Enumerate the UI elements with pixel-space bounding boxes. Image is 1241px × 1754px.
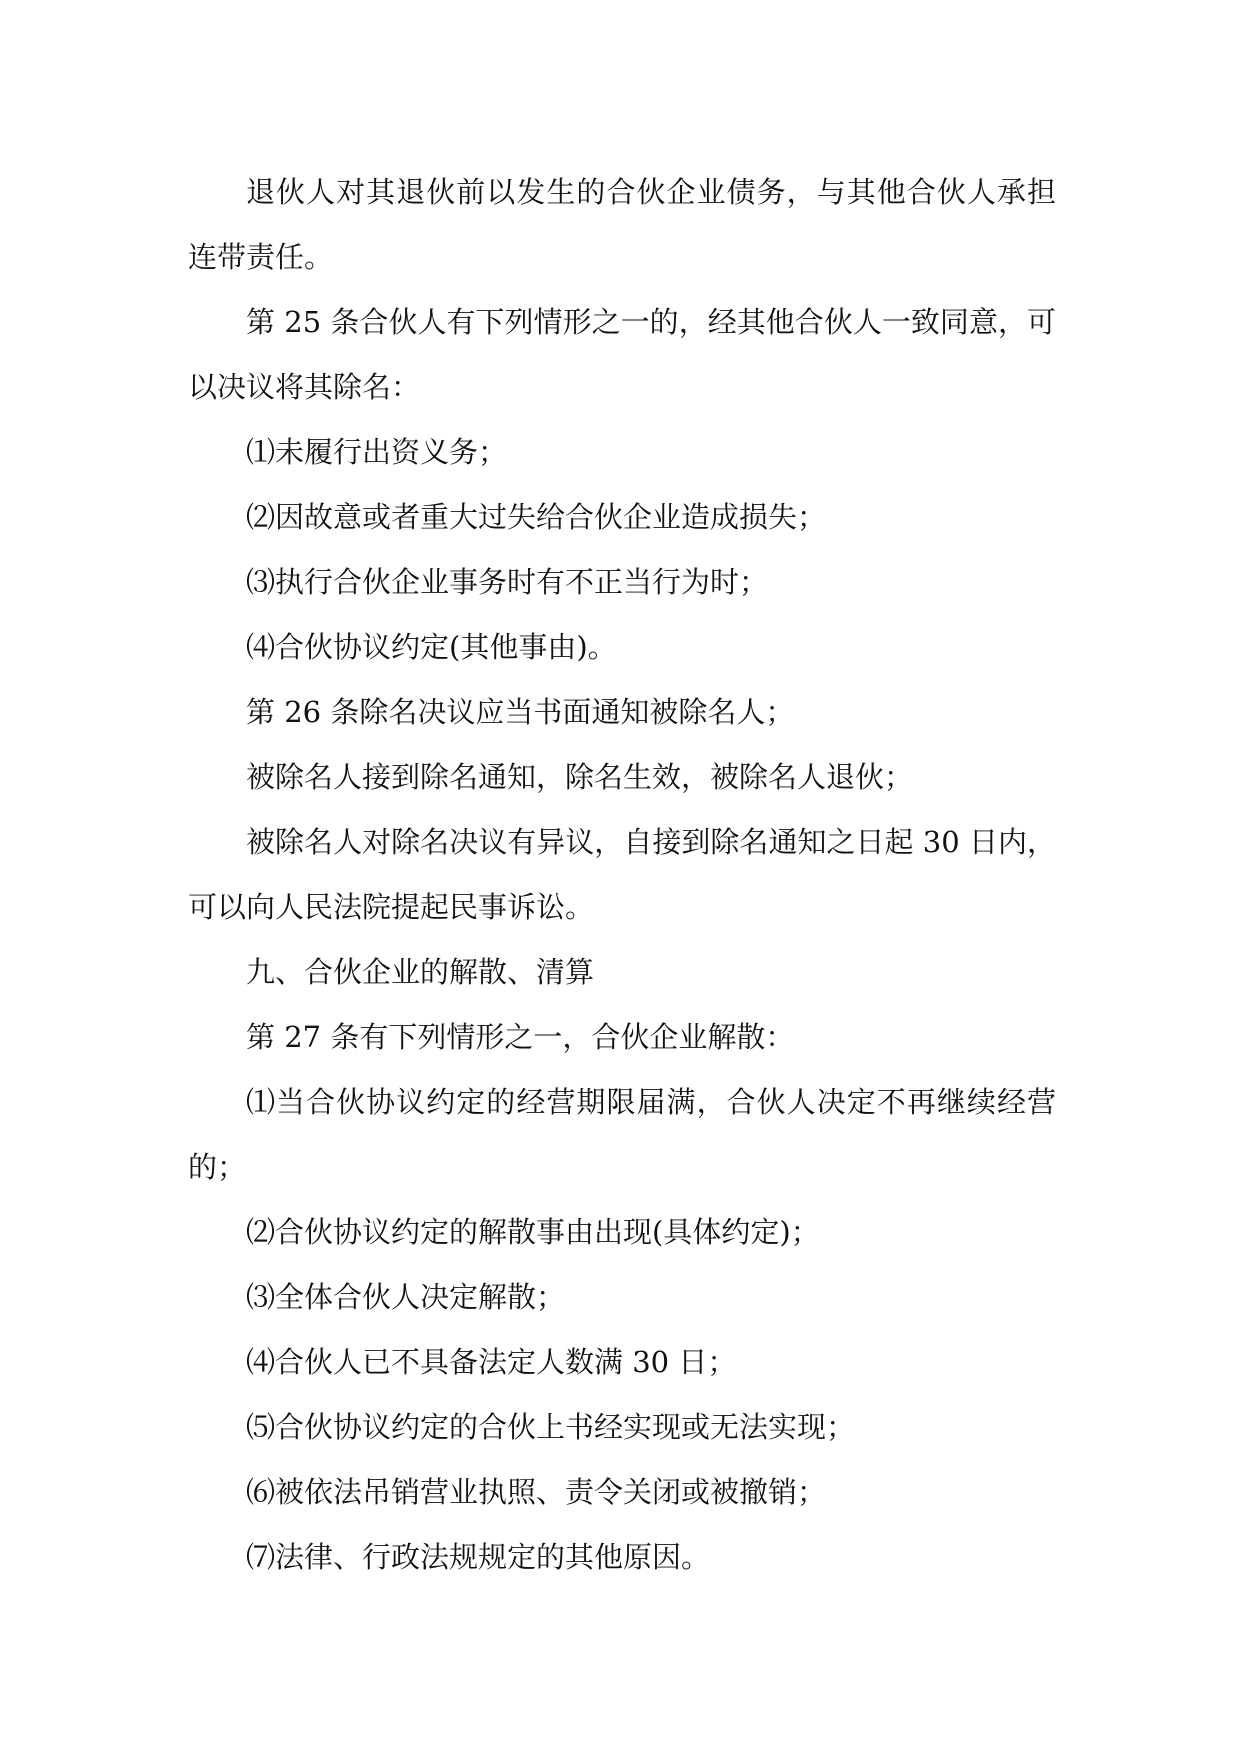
list-item: ⑶全体合伙人决定解散； [246,1280,566,1314]
section-heading: 九、合伙企业的解散、清算 [246,955,595,989]
list-item: ⑷合伙协议约定(其他事由)。 [246,630,617,664]
paragraph-liability: 退伙人对其退伙前以发生的合伙企业债务，与其他合伙人承担连带责任。 [188,175,1056,274]
paragraph-expulsion-effect: 被除名人接到除名通知，除名生效，被除名人退伙； [246,760,914,794]
list-item: ⑵因故意或者重大过失给合伙企业造成损失； [246,500,827,534]
list-item: ⑶执行合伙企业事务时有不正当行为时； [246,565,769,599]
list-item: ⑵合伙协议约定的解散事由出现(具体约定)； [246,1215,820,1249]
list-item: ⑴当合伙协议约定的经营期限届满，合伙人决定不再继续经营的； [188,1085,1056,1184]
paragraph-article-25: 第 25 条合伙人有下列情形之一的，经其他合伙人一致同意，可以决议将其除名： [188,305,1056,404]
list-item: ⑺法律、行政法规规定的其他原因。 [246,1540,711,1574]
list-item: ⑴未履行出资义务； [246,435,508,469]
list-item: ⑷合伙人已不具备法定人数满 30 日； [246,1345,737,1379]
paragraph-objection: 被除名人对除名决议有异议，自接到除名通知之日起 30 日内，可以向人民法院提起民事诉讼。 [188,825,1056,924]
paragraph-article-27: 第 27 条有下列情形之一，合伙企业解散： [246,1020,795,1054]
document-page [188,160,1056,1590]
list-item: ⑹被依法吊销营业执照、责令关闭或被撤销； [246,1475,827,1509]
paragraph-article-26: 第 26 条除名决议应当书面通知被除名人； [246,695,795,729]
list-item: ⑸合伙协议约定的合伙上书经实现或无法实现； [246,1410,856,1444]
